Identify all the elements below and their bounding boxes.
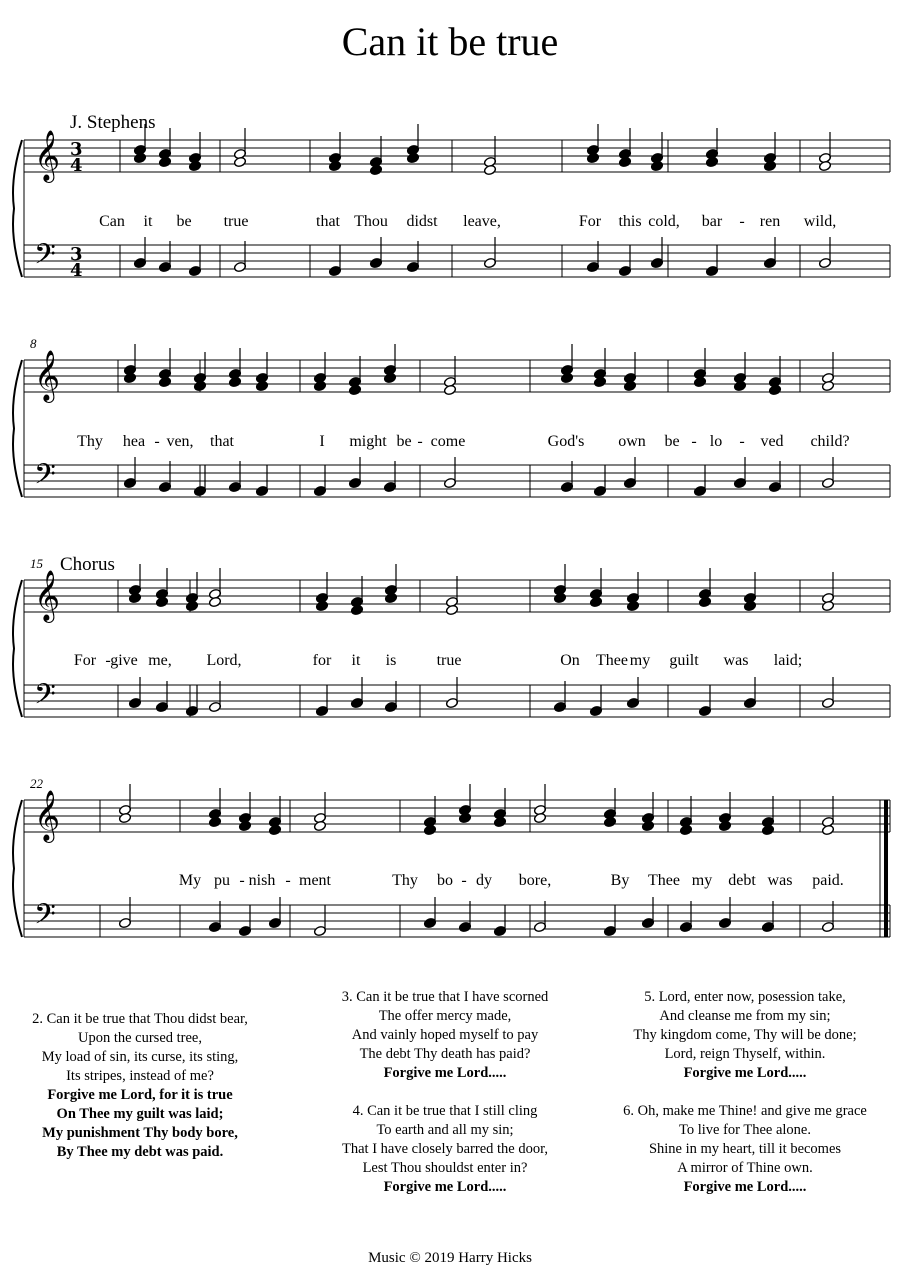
lyric-syllable: was <box>767 872 793 889</box>
lyric-syllable: guilt <box>669 652 699 669</box>
lyric-syllable: dy <box>476 872 492 889</box>
treble-note <box>383 372 396 383</box>
treble-note <box>313 820 326 831</box>
lyric-syllable: my <box>691 872 713 889</box>
lyric-syllable: be <box>176 213 192 230</box>
lyric-syllable: - <box>285 872 291 889</box>
lyric-syllable: pu <box>214 872 230 889</box>
lyric-syllable: be <box>664 433 680 450</box>
verse-line: The offer mercy made, <box>378 1008 512 1024</box>
lyric-syllable: for <box>312 652 332 669</box>
treble-note <box>348 384 361 395</box>
treble-note <box>818 160 831 171</box>
treble-note <box>821 824 834 835</box>
lyric-syllable: - <box>154 433 160 450</box>
lyric-syllable: - <box>105 652 111 669</box>
treble-note <box>623 380 636 391</box>
lyric-syllable: paid. <box>812 872 844 889</box>
refrain-line: Forgive me Lord..... <box>383 1065 507 1081</box>
treble-note <box>315 600 328 611</box>
measure-number: 8 <box>30 336 37 351</box>
lyric-syllable: bar <box>701 213 723 230</box>
treble-note <box>238 820 251 831</box>
treble-note <box>718 820 731 831</box>
treble-note <box>553 592 566 603</box>
measure-number: 15 <box>30 556 43 571</box>
treble-note <box>118 812 131 823</box>
treble-note <box>158 376 171 387</box>
refrain-line: By Thee my debt was paid. <box>56 1144 224 1160</box>
verse-line: 2. Can it be true that Thou didst bear, <box>32 1011 248 1027</box>
lyric-syllable: Thy <box>392 872 418 889</box>
brace <box>13 140 22 277</box>
treble-note <box>350 604 363 615</box>
verse-line: Upon the cursed tree, <box>77 1030 202 1046</box>
lyric-syllable: my <box>629 652 651 669</box>
treble-note <box>698 596 711 607</box>
lyric-syllable: On <box>560 652 580 669</box>
lyric-syllable: - <box>417 433 423 450</box>
lyric-syllable: I <box>319 433 325 450</box>
lyric-syllable: wild, <box>803 213 837 230</box>
lyric-syllable: debt <box>728 872 756 889</box>
lyric-syllable: leave, <box>463 213 501 230</box>
treble-note <box>586 152 599 163</box>
lyric-syllable: God's <box>547 433 585 450</box>
lyric-syllable: might <box>349 433 387 450</box>
treble-note <box>155 596 168 607</box>
lyric-syllable: child? <box>810 433 850 450</box>
treble-note <box>821 380 834 391</box>
treble-note <box>369 164 382 175</box>
treble-note <box>268 824 281 835</box>
treble-note <box>313 380 326 391</box>
verse-line: Thy kingdom come, Thy will be done; <box>633 1027 857 1043</box>
lyric-syllable: ment <box>299 872 331 889</box>
lyric-syllable: was <box>723 652 749 669</box>
verse-line: To earth and all my sin; <box>376 1122 514 1138</box>
lyric-syllable: give <box>110 652 138 669</box>
time-signature-bottom: 4 <box>70 260 83 281</box>
treble-note <box>626 600 639 611</box>
verse-5 <box>600 988 890 1083</box>
refrain-line: Forgive me Lord..... <box>383 1179 507 1195</box>
verse-line: A mirror of Thine own. <box>677 1160 813 1176</box>
treble-note <box>328 160 341 171</box>
lyric-syllable: me, <box>148 652 172 669</box>
lyric-syllable: own <box>618 433 646 450</box>
composer-credit: J. Stephens <box>70 112 156 133</box>
treble-note <box>255 380 268 391</box>
treble-note <box>560 372 573 383</box>
brace <box>13 580 22 717</box>
treble-note <box>123 372 136 383</box>
lyric-syllable: - <box>739 213 745 230</box>
treble-note <box>603 816 616 827</box>
lyric-syllable: laid; <box>773 652 803 669</box>
treble-note <box>693 376 706 387</box>
treble-note <box>650 160 663 171</box>
refrain-line: Forgive me Lord, for it is true <box>47 1087 233 1103</box>
treble-note <box>641 820 654 831</box>
lyric-syllable: Thou <box>354 213 388 230</box>
verse-line: Lest Thou shouldst enter in? <box>362 1160 528 1176</box>
treble-note <box>188 160 201 171</box>
treble-clef: 𝄞 <box>34 570 61 621</box>
verse-4 <box>305 1102 585 1197</box>
lyric-syllable: bore, <box>518 872 552 889</box>
verse-6 <box>600 1102 890 1197</box>
lyric-syllable: ven, <box>166 433 194 450</box>
treble-note <box>483 164 496 175</box>
copyright-footer: Music © 2019 Harry Hicks <box>368 1250 532 1266</box>
treble-note <box>618 156 631 167</box>
lyric-syllable: ved <box>760 433 784 450</box>
verse-line: My load of sin, its curse, its sting, <box>41 1049 239 1065</box>
treble-note <box>733 380 746 391</box>
verse-line: That I have closely barred the door, <box>342 1141 548 1157</box>
treble-note <box>679 824 692 835</box>
treble-note <box>208 596 221 607</box>
treble-note <box>443 384 456 395</box>
verse-line: 4. Can it be true that I still cling <box>352 1103 538 1119</box>
refrain-line: Forgive me Lord..... <box>683 1065 807 1081</box>
lyric-syllable: it <box>143 213 153 230</box>
treble-note <box>821 600 834 611</box>
lyric-syllable: - <box>691 433 697 450</box>
treble-note <box>445 604 458 615</box>
lyric-syllable: Lord, <box>206 652 242 669</box>
chorus-label: Chorus <box>60 554 115 575</box>
treble-note <box>768 384 781 395</box>
lyric-syllable: Thy <box>77 433 103 450</box>
lyric-syllable: lo <box>709 433 723 450</box>
refrain-line: My punishment Thy body bore, <box>42 1125 238 1141</box>
lyric-syllable: For <box>73 652 97 669</box>
treble-note <box>193 380 206 391</box>
treble-note <box>761 824 774 835</box>
verse-line: And cleanse me from my sin; <box>659 1008 831 1024</box>
bass-clef: 𝄢 <box>34 678 56 718</box>
lyric-syllable: My <box>178 872 202 889</box>
song-title: Can it be true <box>341 19 559 64</box>
treble-clef: 𝄞 <box>34 350 61 401</box>
verse-line: And vainly hoped myself to pay <box>351 1027 539 1043</box>
lyric-syllable: didst <box>406 213 438 230</box>
lyric-syllable: hea <box>122 433 146 450</box>
lyric-syllable: - <box>239 872 245 889</box>
refrain-line: Forgive me Lord..... <box>683 1179 807 1195</box>
verse-line: Lord, reign Thyself, within. <box>664 1046 826 1062</box>
lyric-syllable: be <box>396 433 412 450</box>
treble-note <box>158 156 171 167</box>
treble-note <box>589 596 602 607</box>
treble-note <box>208 816 221 827</box>
treble-note <box>228 376 241 387</box>
lyric-syllable: this <box>618 213 642 230</box>
lyric-syllable: it <box>351 652 361 669</box>
verse-2 <box>10 1010 270 1162</box>
lyric-syllable: bo <box>437 872 453 889</box>
refrain-line: On Thee my guilt was laid; <box>56 1106 224 1122</box>
treble-note <box>423 824 436 835</box>
treble-note <box>406 152 419 163</box>
treble-note <box>185 600 198 611</box>
treble-note <box>133 152 146 163</box>
lyric-syllable: is <box>385 652 397 669</box>
verse-line: Its stripes, instead of me? <box>66 1068 214 1084</box>
measure-number: 22 <box>30 776 43 791</box>
treble-note <box>458 812 471 823</box>
verse-3 <box>305 988 585 1083</box>
time-signature-top: 3 <box>70 244 83 265</box>
lyric-syllable: that <box>316 213 340 230</box>
time-signature-top: 3 <box>70 139 83 160</box>
treble-note <box>533 812 546 823</box>
treble-note <box>128 592 141 603</box>
lyric-syllable: ren <box>759 213 781 230</box>
bass-clef: 𝄢 <box>34 458 56 498</box>
lyric-syllable: Thee <box>596 652 628 669</box>
lyric-syllable: Thee <box>648 872 680 889</box>
lyric-syllable: For <box>578 213 602 230</box>
verse-line: 5. Lord, enter now, posession take, <box>644 989 846 1005</box>
brace <box>13 800 22 937</box>
treble-note <box>763 160 776 171</box>
lyric-syllable: - <box>739 433 745 450</box>
brace <box>13 360 22 497</box>
lyric-syllable: true <box>436 652 462 669</box>
treble-note <box>743 600 756 611</box>
bass-clef: 𝄢 <box>34 898 56 938</box>
treble-clef: 𝄞 <box>34 790 61 841</box>
bass-clef: 𝄢 <box>34 238 56 278</box>
verse-line: 3. Can it be true that I have scorned <box>341 989 549 1005</box>
treble-clef: 𝄞 <box>34 130 61 181</box>
lyric-syllable: cold, <box>648 213 680 230</box>
time-signature-bottom: 4 <box>70 155 83 176</box>
lyric-syllable: - <box>461 872 467 889</box>
verse-line: The debt Thy death has paid? <box>359 1046 531 1062</box>
verse-line: Shine in my heart, till it becomes <box>648 1141 842 1157</box>
lyric-syllable: Can <box>99 213 125 230</box>
treble-note <box>233 156 246 167</box>
lyric-syllable: nish <box>248 872 276 889</box>
lyric-syllable: true <box>223 213 249 230</box>
treble-note <box>705 156 718 167</box>
treble-note <box>384 592 397 603</box>
verse-line: To live for Thee alone. <box>679 1122 811 1138</box>
lyric-syllable: By <box>610 872 630 889</box>
treble-note <box>593 376 606 387</box>
lyric-syllable: come <box>430 433 466 450</box>
treble-note <box>493 816 506 827</box>
lyric-syllable: that <box>210 433 234 450</box>
verse-line: 6. Oh, make me Thine! and give me grace <box>623 1103 867 1119</box>
